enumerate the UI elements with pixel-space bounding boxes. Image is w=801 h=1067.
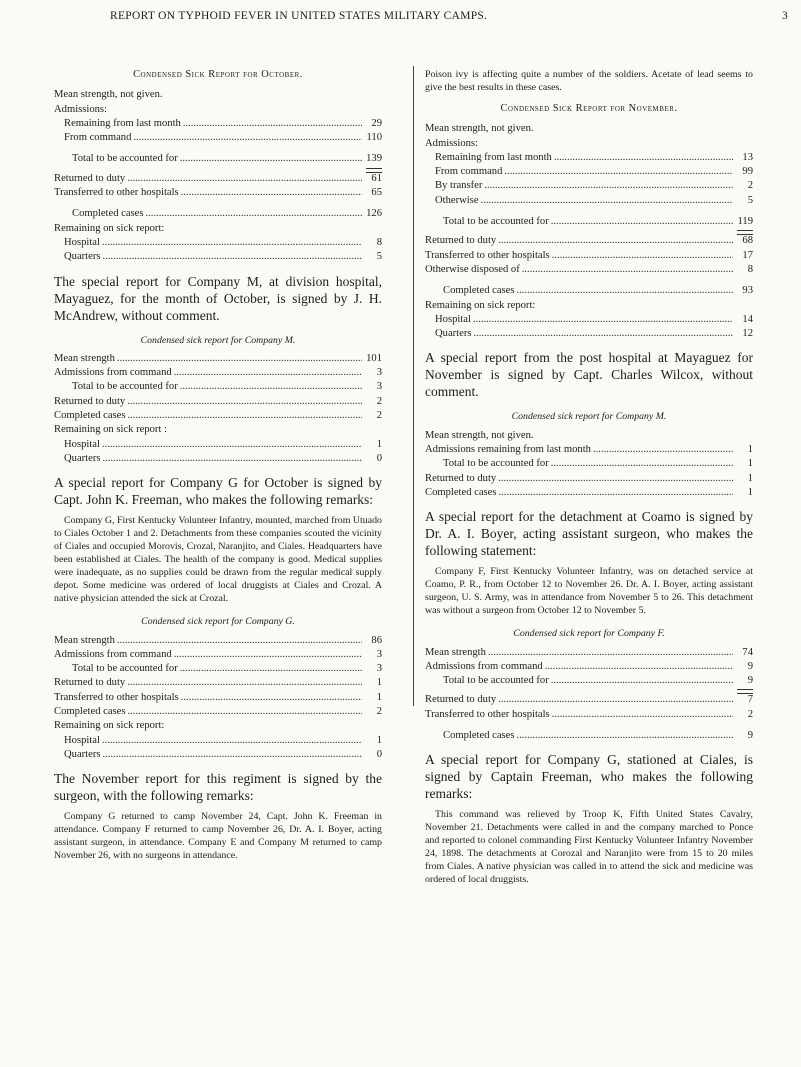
- company-m-november-heading: Condensed sick report for Company M.: [511, 411, 667, 423]
- table-row: Completed cases ..... 93: [425, 284, 753, 298]
- remaining-label: Remaining on sick report:: [54, 222, 165, 234]
- table-row: Admissions remaining from last month ..... 1: [425, 443, 753, 457]
- remarks-ciales: This command was relieved by Troop K, Fifth United States Cavalry, November 21. Detachments were called in and the company marched to Ponce and reported to colonel commanding First Kentucky Volunteer Infantry November 24, 1898. The detachments at Corozal and Naranjito were from 15 to 20 miles from Ciales. A native physician was called in to attend the sick and medicine was ordered of local druggists.: [425, 809, 753, 886]
- table-row: Total to be accounted for ..... 3: [54, 662, 382, 676]
- table-row: Otherwise ..... 5: [425, 194, 753, 208]
- october-report-heading: Condensed Sick Report for October.: [133, 69, 303, 80]
- remaining-label: Remaining on sick report :: [54, 424, 167, 436]
- table-row: Hospital ..... 8: [54, 236, 382, 250]
- table-row: Admissions from command ..... 3: [54, 648, 382, 662]
- mean-strength-line: Mean strength, not given.: [425, 429, 534, 441]
- table-row: Mean strength ..... 101: [54, 352, 382, 366]
- poison-ivy-paragraph: Poison ivy is affecting quite a number of the soldiers. Acetate of lead seems to give the best results in these cases.: [425, 69, 753, 93]
- table-row: Quarters ..... 12: [425, 327, 753, 341]
- table-row: Completed cases ..... 2: [54, 409, 382, 423]
- mean-strength-line: Mean strength, not given.: [425, 123, 534, 135]
- remarks-november: Company G returned to camp November 24, Capt. John K. Freeman in attendance. Company F returned to camp November 26, Dr. A. I. Boyer, acting assistant surgeon, in attendance. Company E and Company M returned to camp November 26, with no surgeons in attendance.: [54, 811, 382, 862]
- table-row: Returned to duty ..... 1: [54, 676, 382, 690]
- admissions-label: Admissions:: [425, 137, 478, 149]
- table-row: Returned to duty ..... 1: [425, 472, 753, 486]
- november-report-heading: Condensed Sick Report for November.: [500, 103, 678, 114]
- remaining-label: Remaining on sick report:: [54, 720, 165, 732]
- paragraph-company-g: A special report for Company G for October is signed by Capt. John K. Freeman, who makes the following remarks:: [54, 475, 382, 508]
- table-row: Completed cases ..... 2: [54, 705, 382, 719]
- paragraph-post-hospital: A special report from the post hospital at Mayaguez for November is signed by Capt. Charles Wilcox, without comment.: [425, 350, 753, 400]
- table-row: Total to be accounted for ..... 119: [425, 215, 753, 229]
- double-rule: [425, 688, 753, 693]
- paragraph-november-regiment: The November report for this regiment is signed by the surgeon, with the following remarks:: [54, 771, 382, 804]
- table-row: Transferred to other hospitals ..... 65: [54, 186, 382, 200]
- remaining-label: Remaining on sick report:: [425, 299, 536, 311]
- table-row: Remaining from last month ..... 29: [54, 117, 382, 131]
- mean-strength-line: Mean strength, not given.: [54, 89, 163, 101]
- table-row: Completed cases ..... 9: [425, 729, 753, 743]
- table-row: Hospital ..... 14: [425, 313, 753, 327]
- table-row: Returned to duty ..... 7: [425, 693, 753, 707]
- table-row: By transfer ..... 2: [425, 179, 753, 193]
- table-row: Remaining from last month ..... 13: [425, 151, 753, 165]
- page-header-title: REPORT ON TYPHOID FEVER IN UNITED STATES MILITARY CAMPS.: [110, 10, 488, 22]
- right-column: [425, 68, 753, 890]
- table-row: Mean strength ..... 86: [54, 634, 382, 648]
- table-row: Completed cases ..... 1: [425, 486, 753, 500]
- left-column: [54, 68, 382, 866]
- company-m-heading: Condensed sick report for Company M.: [140, 334, 296, 346]
- table-row: Returned to duty ..... 68: [425, 234, 753, 248]
- table-row: Returned to duty ..... 2: [54, 395, 382, 409]
- paragraph-company-m: The special report for Company M, at division hospital, Mayaguez, for the month of October, is signed by J. H. McAndrew, without comment.: [54, 273, 382, 323]
- paragraph-company-g-ciales: A special report for Company G, stationed at Ciales, is signed by Captain Freeman, who makes the following remarks:: [425, 752, 753, 802]
- column-divider: [413, 66, 414, 706]
- remarks-coamo: Company F, First Kentucky Volunteer Infantry, was on detached service at Coamo, P. R., from October 12 to November 26. Dr. A. I. Boyer, acting assistant surgeon, U. S. Army, was in attendance from November 5 to 26. This detachment was without a surgeon from October 12 to November 5.: [425, 566, 753, 617]
- table-row: Total to be accounted for ..... 3: [54, 380, 382, 394]
- table-row: Mean strength ..... 74: [425, 646, 753, 660]
- remarks-company-g: Company G, First Kentucky Volunteer Infantry, mounted, marched from Utuado to Ciales October 1 and 2. Detachments from these companies scouted the vicinity of Ciales and occupied Morovis, Crozal, Naranjito, and Ciales. Headquarters have been established at Ciales. The health of the company is good. Medical supplies were inadequate, as no supplies could be drawn from the regular medical supply depot. Some medicine was ordered of local druggists at Ciales and Crozal. A native physician attended the sick at Crozal.: [54, 515, 382, 605]
- table-row: Total to be accounted for ..... 9: [425, 674, 753, 688]
- table-row: Transferred to other hospitals ..... 17: [425, 249, 753, 263]
- double-rule: [425, 229, 753, 234]
- table-row: From command ..... 110: [54, 131, 382, 145]
- company-g-heading: Condensed sick report for Company G.: [141, 616, 295, 628]
- table-row: Hospital ..... 1: [54, 734, 382, 748]
- table-row: Completed cases ..... 126: [54, 207, 382, 221]
- table-row: Quarters ..... 0: [54, 452, 382, 466]
- table-row: Transferred to other hospitals ..... 2: [425, 708, 753, 722]
- table-row: Total to be accounted for ..... 1: [425, 457, 753, 471]
- table-row: Otherwise disposed of ..... 8: [425, 263, 753, 277]
- paragraph-coamo: A special report for the detachment at Coamo is signed by Dr. A. I. Boyer, acting assistant surgeon, who makes the following statement:: [425, 509, 753, 559]
- company-f-heading: Condensed sick report for Company F.: [513, 628, 665, 640]
- table-row: From command ..... 99: [425, 165, 753, 179]
- table-row: Total to be accounted for ..... 139: [54, 152, 382, 166]
- table-row: Quarters ..... 0: [54, 748, 382, 762]
- page-number: 3: [781, 10, 788, 22]
- table-row: Returned to duty ..... 61: [54, 172, 382, 186]
- double-rule: [54, 167, 382, 172]
- table-row: Transferred to other hospitals ..... 1: [54, 691, 382, 705]
- table-row: Admissions from command ..... 3: [54, 366, 382, 380]
- table-row: Hospital ..... 1: [54, 438, 382, 452]
- table-row: Admissions from command ..... 9: [425, 660, 753, 674]
- admissions-label: Admissions:: [54, 103, 107, 115]
- table-row: Quarters ..... 5: [54, 250, 382, 264]
